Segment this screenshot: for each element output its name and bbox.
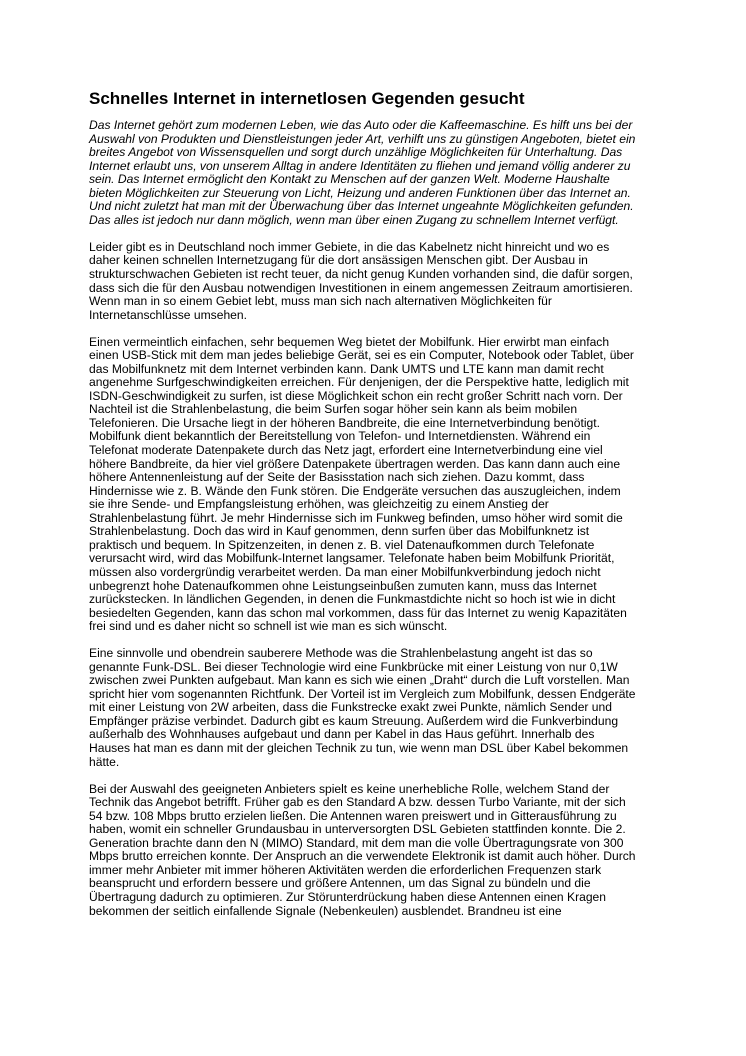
text-line: zurückstecken. In ländlichen Gegenden, in denen die Funkmastdichte nicht so hoch ist wie in dicht (89, 592, 616, 607)
text-line: müssen also vordergründig verarbeitet werden. Da man einer Mobilfunkverbindung jedoch nicht (89, 564, 601, 579)
text-line: bieten Möglichkeiten zur Steuerung von Licht, Heizung und anderen Funktionen über das Internet an. (89, 185, 631, 200)
text-line: daher keinen schnellen Internetzugang für die dort ansässigen Menschen gibt. Der Ausbau in (89, 253, 588, 268)
text-line: höhere Bandbreite, da hier viel größere Datenpakete übertragen werden. Das kann dann auch eine (89, 456, 621, 471)
text-line: 54 bzw. 108 Mbps brutto erzielen ließen. Die Antennen waren preiswert und in Gitterausführung zu (89, 808, 617, 823)
document-page (89, 88, 659, 932)
text-line: einen USB-Stick mit dem man jedes beliebige Gerät, sei es ein Computer, Notebook oder Tablet, über (89, 348, 634, 363)
text-line: strukturschwachen Gebieten ist recht teuer, da nicht genug Kunden vorhanden sind, die dafür sorgen, (89, 266, 633, 281)
text-line: Mbps brutto erreichen konnte. Der Anspruch an die verwendete Elektronik ist damit auch höher. Durch (89, 849, 636, 864)
text-line: Strahlenbelastung. Doch das wird in Kauf genommen, denn surfen über das Mobilfunknetz ist (89, 524, 590, 539)
text-line: Und nicht zuletzt hat man mit der Überwachung über das Internet ungeahnte Möglichkeiten gefunden. (89, 199, 634, 214)
paragraph-4 (89, 783, 659, 918)
text-line: Hauses hat man es dann mit der gleichen Technik zu tun, wie wenn man DSL über Kabel bekommen (89, 741, 629, 756)
text-line: haben, womit ein schneller Grundausbau in unterversorgten DSL Gebieten stattfinden konnte. Die 2. (89, 822, 626, 837)
text-line: beansprucht und erfordern bessere und größere Antennen, um das Signal zu bündeln und die (89, 876, 591, 891)
paragraph-3 (89, 647, 659, 769)
text-line: außerhalb des Wohnhauses aufgebaut und dann per Kabel in das Haus geführt. Innerhalb des (89, 727, 595, 742)
text-line: sein. Das Internet ermöglicht den Kontakt zu Menschen auf der ganzen Welt. Moderne Haushalte (89, 172, 610, 187)
text-line: Internetanschlüsse umsehen. (89, 307, 247, 322)
text-line: mit einer Leistung von 2W arbeiten, dass die Funkstrecke exakt zwei Punkte, nämlich Sender und (89, 700, 612, 715)
text-line: zwischen zwei Punkten aufgebaut. Man kann es sich wie einen „Draht“ durch die Luft vorstellen. Man (89, 673, 630, 688)
text-line: bekommen der seitlich einfallende Signale (Nebenkeulen) ausblendet. Brandneu ist eine (89, 903, 562, 918)
text-line: unbegrenzt hohe Datenaufkommen ohne Leistungseinbußen zumuten kann, muss das Internet (89, 578, 597, 593)
text-line: Empfänger präzise verbindet. Dadurch gibt es kaum Streuung. Außerdem wird die Funkverbindung (89, 713, 619, 728)
text-line: Einen vermeintlich einfachen, sehr bequemen Weg bietet der Mobilfunk. Hier erwirbt man einfach (89, 334, 610, 349)
text-line: Telefonieren. Die Ursache liegt in der höheren Bandbreite, die eine Internetverbindung benötigt. (89, 415, 600, 430)
text-line: genannte Funk-DSL. Bei dieser Technologie wird eine Funkbrücke mit einer Leistung von nur 0,1W (89, 659, 618, 674)
text-line: Internet erlaubt uns, von unserem Alltag in andere Identitäten zu fliehen und jemand völlig anderer zu (89, 158, 631, 173)
text-line: Hindernisse wie z. B. Wände den Funk stören. Die Endgeräte versuchen das auszugleichen, indem (89, 483, 621, 498)
text-line: sie ihre Sende- und Empfangsleistung erhöhen, was gleichzeitig zu einem Anstieg der (89, 497, 549, 512)
text-line: Mobilfunk dient bekanntlich der Bereitstellung von Telefon- und Internetdiensten. Während ein (89, 429, 591, 444)
text-line: Strahlenbelastung führt. Je mehr Hindernisse sich im Funkweg befinden, umso höher wird somit die (89, 510, 623, 525)
text-line: höhere Antennenleistung auf der Seite der Basisstation nach sich ziehen. Dazu kommt, dass (89, 470, 585, 485)
text-line: immer mehr Anbieter mit immer höheren Aktivitäten werden die erforderlichen Frequenzen stark (89, 862, 602, 877)
intro-paragraph (89, 119, 659, 227)
text-line: hätte. (89, 754, 120, 769)
paragraph-2 (89, 336, 659, 634)
text-line: Technik das Angebot betrifft. Früher gab es den Standard A bzw. dessen Turbo Variante, mit der sich (89, 795, 626, 810)
text-line: besiedelten Gegenden, kann das schon mal vorkommen, dass für das Internet zu wenig Kapazitäten (89, 605, 627, 620)
text-line: Übertragung dadurch zu optimieren. Zur Störunterdrückung haben diese Antennen einen Kragen (89, 889, 607, 904)
text-line: angenehme Surfgeschwindigkeiten erreichen. Für denjenigen, der die Perspektive hatte, lediglich mit (89, 375, 629, 390)
paragraph-1 (89, 241, 659, 322)
text-line: verursacht wird, wird das Mobilfunk-Internet langsamer. Telefonate haben beim Mobilfunk Priorität, (89, 551, 615, 566)
text-line: ISDN-Geschwindigkeit zu surfen, ist diese Möglichkeit schon ein recht großer Schritt nach vorn. Der (89, 388, 623, 403)
text-line: frei sind und es daher nicht so schnell ist wie man es sich wünscht. (89, 619, 448, 634)
text-line: Auswahl von Produkten und Dienstleistungen jeder Art, verhilft uns zu günstigen Angeboten, bietet ein (89, 131, 636, 146)
text-line: dass sich die für den Ausbau notwendigen Investitionen in einem angemessen Zeitraum amortisieren. (89, 280, 633, 295)
text-line: Eine sinnvolle und obendrein sauberere Methode was die Strahlenbelastung angeht ist das so (89, 646, 593, 661)
text-line: Telefonat moderate Datenpakete durch das Netz jagt, erfordert eine Internetverbindung eine viel (89, 443, 603, 458)
text-line: praktisch und bequem. In Spitzenzeiten, in denen z. B. viel Datenaufkommen durch Telefonate (89, 537, 595, 552)
text-line: Wenn man in so einem Gebiet lebt, muss man sich nach alternativen Möglichkeiten für (89, 294, 552, 309)
text-line: breites Angebot von Wissensquellen und sorgt durch unzählige Möglichkeiten für Unterhaltung. Das (89, 145, 623, 160)
text-line: Das Internet gehört zum modernen Leben, wie das Auto oder die Kaffeemaschine. Es hilft uns bei der (89, 118, 633, 132)
text-line: Generation brachte dann den N (MIMO) Standard, mit dem man die volle Übertragungsrate von 300 (89, 835, 624, 850)
text-line: Nachteil ist die Strahlenbelastung, die beim Surfen sogar höher sein kann als beim mobilen (89, 402, 578, 417)
text-line: Bei der Auswahl des geeigneten Anbieters spielt es keine unerhebliche Rolle, welchem Stand der (89, 781, 610, 796)
text-line: Leider gibt es in Deutschland noch immer Gebiete, in die das Kabelnetz nicht hinreicht und wo es (89, 239, 610, 254)
text-line: das Mobilfunknetz mit dem Internet verbinden kann. Dank UMTS und LTE kann man damit recht (89, 361, 604, 376)
page-title: Schnelles Internet in internetlosen Gegenden gesucht (89, 89, 525, 108)
text-line: spricht hier vom sogenannten Richtfunk. Der Vorteil ist im Vergleich zum Mobilfunk, dessen Endgeräte (89, 686, 636, 701)
text-line: Das alles ist jedoch nur dann möglich, wenn man über einen Zugang zu schnellem Internet verfügt. (89, 212, 619, 227)
